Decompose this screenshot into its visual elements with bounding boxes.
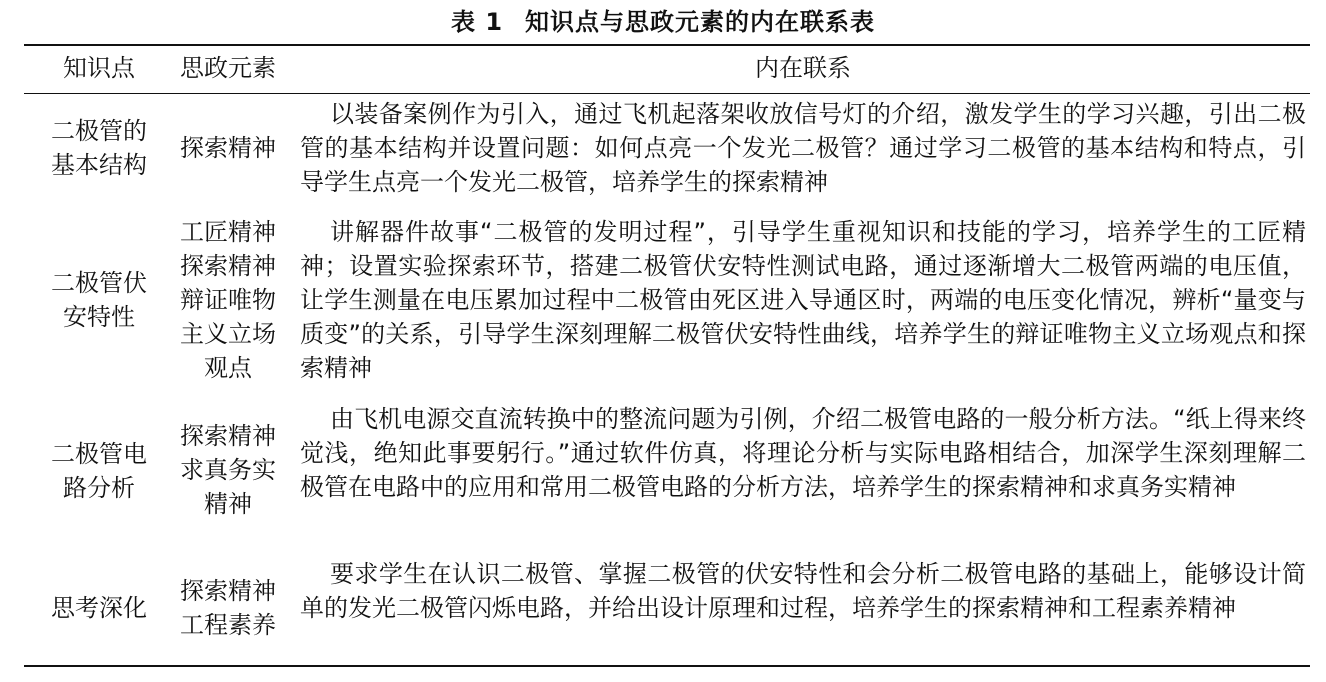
row-1-element-1: 探索精神 bbox=[180, 134, 276, 162]
table-header-rule bbox=[24, 93, 1310, 94]
row-3-element-2: 求真务实 bbox=[180, 456, 276, 484]
row-3-element-1: 探索精神 bbox=[180, 422, 276, 450]
row-4-knowledge bbox=[28, 591, 170, 625]
row-3-knowledge-line-1: 二极管电 bbox=[51, 440, 147, 468]
row-1-knowledge-line-2: 基本结构 bbox=[51, 151, 147, 179]
row-1-relation-text: 以装备案例作为引入，通过飞机起落架收放信号灯的介绍，激发学生的学习兴趣，引出二极管的基本结构并设置问题：如何点亮一个发光二极管？通过学习二极管的基本结构和特点，引导学生点亮一个发光二极管，培养学生的探索精神 bbox=[300, 100, 1306, 196]
table-bottom-rule bbox=[24, 665, 1310, 667]
row-2-element-4: 主义立场 bbox=[180, 320, 276, 348]
row-2-knowledge-line-2: 安特性 bbox=[63, 303, 135, 331]
row-4-relation bbox=[300, 557, 1306, 625]
table-caption-title: 知识点与思政元素的内在联系表 bbox=[525, 8, 876, 36]
row-4-elements bbox=[166, 574, 290, 642]
header-relation: 内在联系 bbox=[755, 54, 851, 82]
row-2-element-5: 观点 bbox=[204, 354, 252, 382]
table-caption-number: 表 1 bbox=[450, 8, 504, 36]
row-3-knowledge bbox=[28, 437, 170, 505]
row-2-relation-text: 讲解器件故事“二极管的发明过程”，引导学生重视知识和技能的学习，培养学生的工匠精神；设置实验探索环节，搭建二极管伏安特性测试电路，通过逐渐增大二极管两端的电压值，让学生测量在电压累加过程中二极管由死区进入导通区时，两端的电压变化情况，辨析“量变与质变”的关系，引导学生深刻理解二极管伏安特性曲线，培养学生的辩证唯物主义立场观点和探索精神 bbox=[300, 218, 1306, 382]
row-1-relation bbox=[300, 97, 1306, 199]
row-4-element-2: 工程素养 bbox=[180, 611, 276, 639]
table-top-rule bbox=[24, 44, 1310, 46]
row-2-elements bbox=[166, 215, 290, 385]
row-1-elements bbox=[166, 131, 290, 165]
header-elements: 思政元素 bbox=[180, 54, 276, 82]
row-2-relation bbox=[300, 215, 1306, 385]
row-3-relation bbox=[300, 402, 1306, 504]
row-1-knowledge bbox=[28, 114, 170, 182]
row-2-element-2: 探索精神 bbox=[180, 252, 276, 280]
row-1-knowledge-line-1: 二极管的 bbox=[51, 117, 147, 145]
header-knowledge: 知识点 bbox=[63, 54, 135, 82]
row-3-elements bbox=[166, 419, 290, 521]
row-4-relation-text: 要求学生在认识二极管、掌握二极管的伏安特性和会分析二极管电路的基础上，能够设计简单的发光二极管闪烁电路，并给出设计原理和过程，培养学生的探索精神和工程素养精神 bbox=[300, 560, 1306, 622]
row-3-element-3: 精神 bbox=[204, 490, 252, 518]
row-3-knowledge-line-2: 路分析 bbox=[63, 474, 135, 502]
row-2-knowledge bbox=[28, 266, 170, 334]
row-2-element-3: 辩证唯物 bbox=[180, 286, 276, 314]
row-4-element-1: 探索精神 bbox=[180, 577, 276, 605]
row-2-knowledge-line-1: 二极管伏 bbox=[51, 269, 147, 297]
row-4-knowledge-line-1: 思考深化 bbox=[51, 594, 147, 622]
row-2-element-1: 工匠精神 bbox=[180, 218, 276, 246]
row-3-relation-text: 由飞机电源交直流转换中的整流问题为引例，介绍二极管电路的一般分析方法。“纸上得来终觉浅，绝知此事要躬行。”通过软件仿真，将理论分析与实际电路相结合，加深学生深刻理解二极管在电路中的应用和常用二极管电路的分析方法，培养学生的探索精神和求真务实精神 bbox=[300, 405, 1306, 501]
table-caption bbox=[0, 6, 1326, 38]
